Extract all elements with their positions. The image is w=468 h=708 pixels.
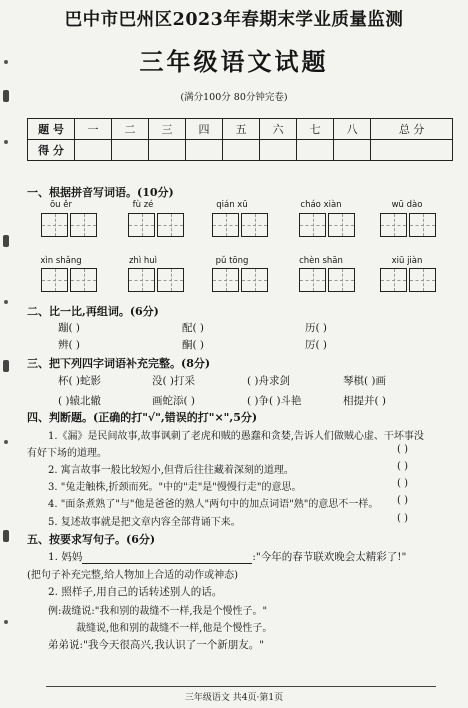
score-cell: 八 [334,119,371,140]
word-pair-item: 辨( ) [58,339,81,351]
word-pair-item: 酮( ) [182,339,205,351]
score-blank-cell[interactable] [371,140,453,161]
exam-title: 巴中市巴州区2023年春期末学业质量监测 [64,10,404,30]
score-cell: 四 [186,119,223,140]
writing-grid[interactable] [128,268,184,292]
score-blank-cell[interactable] [75,140,112,161]
section5-heading: 五、按要求写句子。(6分) [27,533,156,546]
score-blank-cell[interactable] [297,140,334,161]
page-footer: 三年级语文 共4页·第1页 [184,693,284,703]
judge-item-1: 1.《漏》是民间故事,故事讽刺了老虎和贼的愚蠢和贪婪,告诉人们做贼心虚、干坏事没 [48,431,424,442]
idiom-item: 画蛇添( ) [152,395,196,407]
binding-mark [4,300,8,304]
idiom-item: 琴棋( )画 [343,375,387,387]
score-blank-cell[interactable] [260,140,297,161]
binding-mark [4,620,8,624]
pinyin-label: cháo xiàn [300,200,342,210]
score-row-label: 得 分 [28,140,75,161]
answer-paren[interactable]: ( ) [397,461,408,472]
idiom-item: ( )舟求剑 [247,375,291,387]
score-cell: 总 分 [371,119,453,140]
judge-item-2: 2. 寓言故事一般比较短小,但背后往往藏着深刻的道理。 [48,465,294,476]
score-blank-cell[interactable] [112,140,149,161]
writing-grid[interactable] [41,268,97,292]
score-table [27,118,453,161]
judge-item-4: 4. "面条煮熟了"与"他是爸爸的熟人"两句中的加点词语"熟"的意思不一样。 [48,499,379,510]
binding-mark [3,360,9,372]
score-cell: 题 号 [28,119,75,140]
judge-item-5: 5. 复述故事就是把文章内容全部背诵下来。 [48,517,241,528]
score-blank-cell[interactable] [149,140,186,161]
idiom-item: ( )争( )斗艳 [247,395,302,407]
writing-grid[interactable] [212,268,268,292]
pinyin-label: ōu ěr [49,200,72,210]
word-pair-item: 蹦( ) [58,322,81,334]
score-header-row [28,119,453,140]
example-line-2: 裁缝说,他和别的裁缝不一样,他是个慢性子。 [76,623,273,634]
sentence-q2: 2. 照样子,用自己的话转述别人的话。 [48,586,223,598]
score-cell: 七 [297,119,334,140]
answer-paren[interactable]: ( ) [397,478,408,489]
binding-mark [3,235,9,247]
pinyin-label: pǔ tōng [215,256,249,266]
binding-margin [0,60,18,660]
score-cell: 一 [75,119,112,140]
binding-mark [4,440,8,444]
score-cell: 二 [112,119,149,140]
sentence-q1-end: :"今年的春节联欢晚会太精彩了!" [252,551,407,563]
binding-mark [4,140,8,144]
exam-info: (满分100分 80分钟完卷) [180,92,288,103]
writing-grid[interactable] [128,213,184,237]
score-input-row [28,140,453,161]
example-line-1: 例:裁缝说:"我和别的裁缝不一样,我是个慢性子。" [48,606,268,617]
idiom-item: ( )辕北辙 [58,395,102,407]
sentence-q1 [48,549,406,564]
writing-grid[interactable] [41,213,97,237]
answer-paren[interactable]: ( ) [397,495,408,506]
score-cell: 六 [260,119,297,140]
judge-item-3: 3. "兔走触株,折颈而死。"中的"走"是"慢慢行走"的意思。 [48,482,302,493]
score-cell: 三 [149,119,186,140]
pinyin-label: qián xū [216,200,248,210]
binding-mark [3,530,9,542]
writing-grid[interactable] [299,268,355,292]
pinyin-label: zhì huì [128,256,158,266]
idiom-item: 没( )打采 [152,375,196,387]
score-blank-cell[interactable] [334,140,371,161]
section3-heading: 三、把下列四字词语补充完整。(8分) [27,357,211,370]
pinyin-label: wū dào [391,200,423,210]
pinyin-label: xìn shǎng [40,256,82,266]
score-blank-cell[interactable] [186,140,223,161]
idiom-item: 杯( )蛇影 [58,375,102,387]
score-cell: 五 [223,119,260,140]
section2-heading: 二、比一比,再组词。(6分) [27,305,159,318]
sentence-q1-start: 1. 妈妈 [48,551,83,563]
answer-paren[interactable]: ( ) [397,444,408,455]
judge-item-1-cont: 有好下场的道理。 [27,448,107,459]
section4-heading: 四、判断题。(正确的打"√",错误的打"×",5分) [27,411,258,424]
subject-title: 三年级语文试题 [139,47,329,76]
writing-grid[interactable] [212,213,268,237]
word-pair-item: 配( ) [182,322,205,334]
sentence-q1-note: (把句子补充完整,给人物加上合适的动作或神态) [27,570,238,581]
sentence-q2-prompt: 弟弟说:"我今天很高兴,我认识了一个新朋友。" [48,639,265,651]
pinyin-label: xiū jiàn [391,256,423,266]
section1-heading: 一、根据拼音写词语。(10分) [27,186,174,199]
writing-grid[interactable] [299,213,355,237]
idiom-item: 相提并( ) [343,395,387,407]
pinyin-label: fù zé [132,200,154,210]
pinyin-label: chèn shān [299,256,343,266]
writing-grid[interactable] [380,213,436,237]
word-pair-item: 厉( ) [305,339,328,351]
writing-grid[interactable] [380,268,436,292]
footer-rule [46,686,436,687]
word-pair-item: 历( ) [305,322,328,334]
answer-paren[interactable]: ( ) [397,513,408,524]
answer-blank[interactable] [82,551,252,564]
score-blank-cell[interactable] [223,140,260,161]
